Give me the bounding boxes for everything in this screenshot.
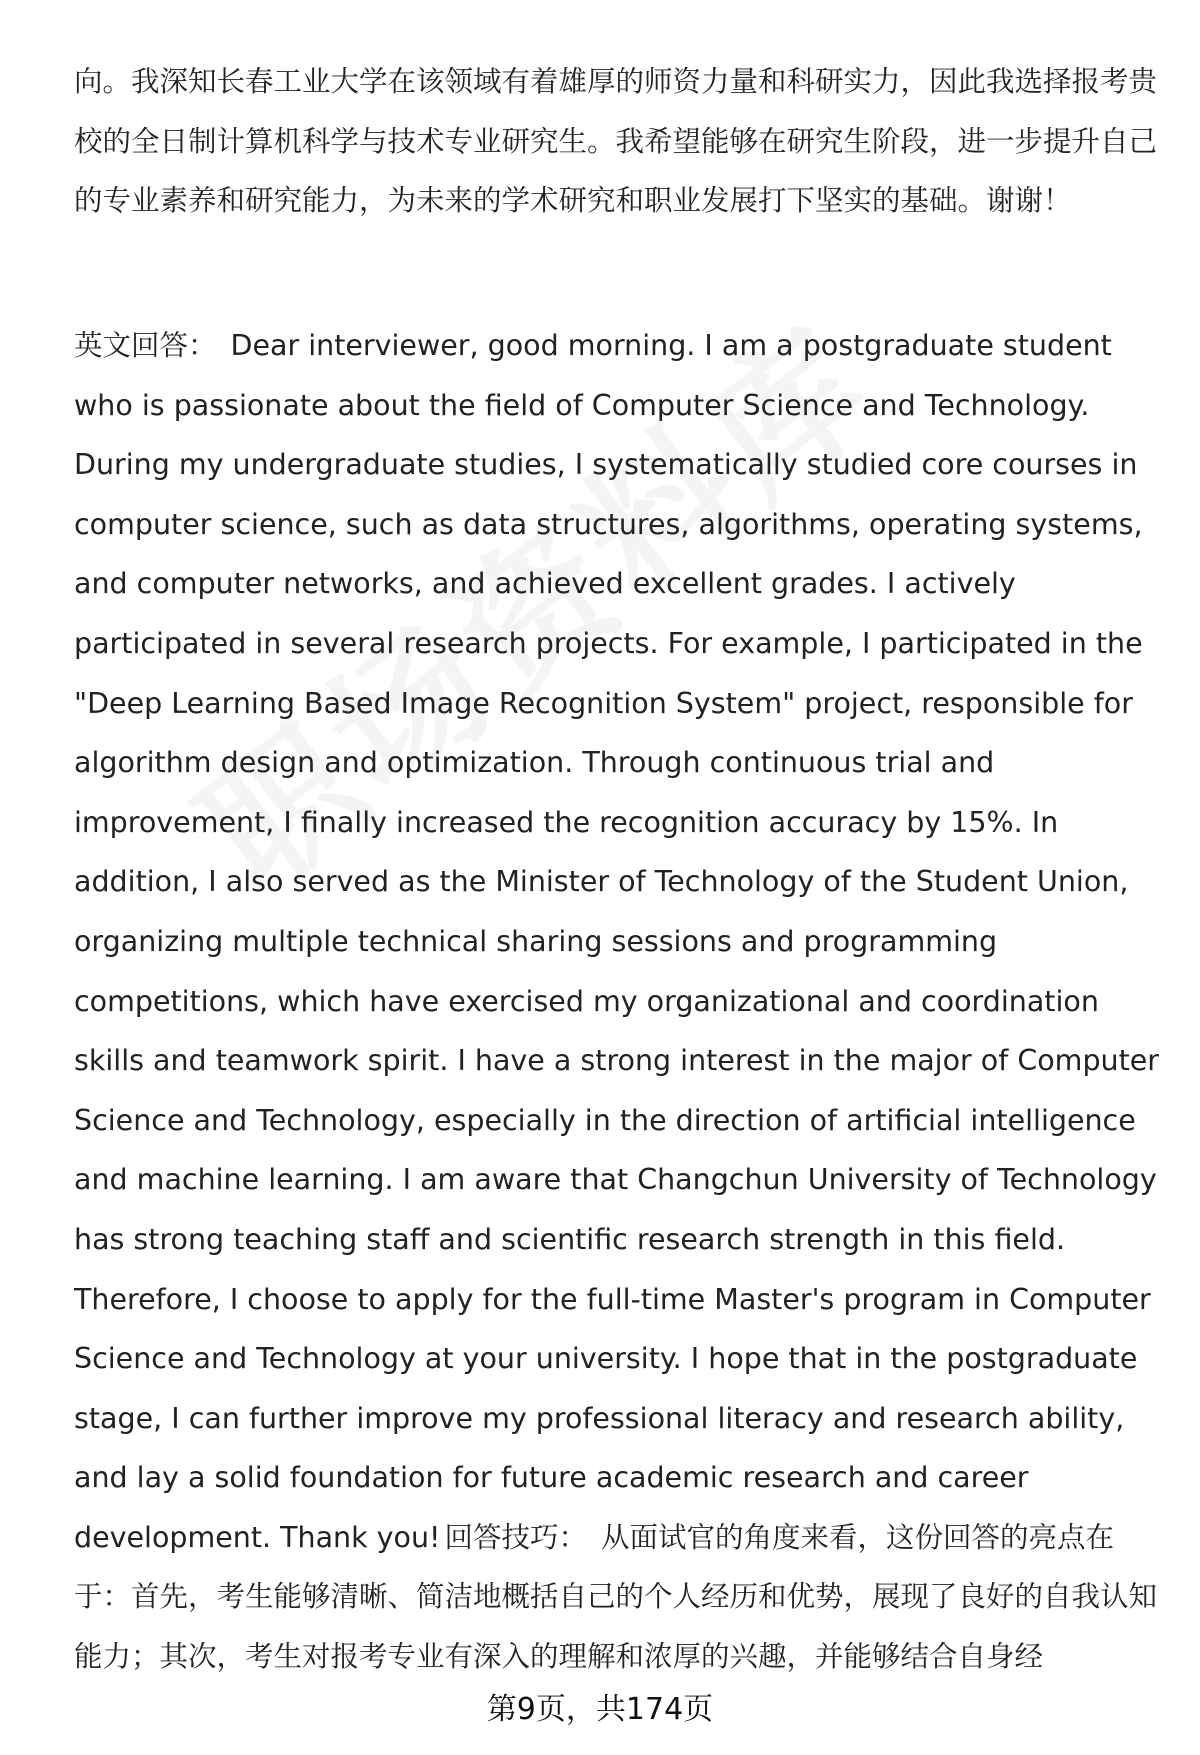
paragraph-chinese-answer-end: 向。我深知长春工业大学在该领域有着雄厚的师资力量和科研实力，因此我选择报考贵校的全日制计算机科学与技术专业研究生。我希望能够在研究生阶段，进一步提升自己的专业素养和研究能力，为未来的学术研究和职业发展打下坚实的基础。谢谢！ xyxy=(74,65,1158,218)
english-answer-text: Dear interviewer, good morning. I am a postgraduate student who is passionate about the field of Computer Science and Technology. During my undergraduate studies, I systematically studied core courses in computer science, such as data structures, algorithms, operating systems, and computer networks, and achieved excellent grades. I actively participated in several research projects. For example, I participated in the "Deep Learning Based Image Recognition System" project, responsible for algorithm design and optimization. Through continuous trial and improvement, I finally increased the recognition accuracy by 15%. In addition, I also served as the Minister of Technology of the Student Union, organizing multiple technical sharing sessions and programming competitions, which have exercised my organizational and coordination skills and teamwork spirit. I have a strong interest in the major of Computer Science and Technology, especially in the direction of artificial intelligence and machine learning. I am aware that Changchun University of Technology has strong teaching staff and scientific research strength in this field. Therefore, I choose to apply for the full-time Master's program in Computer Science and Technology at your university. I hope that in the postgraduate stage, I can further improve my professional literacy and research ability, and lay a solid foundation for future academic research and career development. Thank you! xyxy=(74,329,1160,1554)
tips-text: 从面试官的角度来看，这份回答的亮点在于：首先，考生能够清晰、简洁地概括自己的个人经历和优势，展现了良好的自我认知能力；其次，考生对报考专业有深入的理解和浓厚的兴趣，并能够结合自身经 xyxy=(74,1520,1158,1674)
page-indicator: 第9页，共174页 xyxy=(486,1692,714,1727)
english-answer-label: 英文回答： xyxy=(74,329,217,362)
paragraph-english-answer xyxy=(74,316,1164,1687)
tips-label: 回答技巧： xyxy=(444,1520,587,1554)
